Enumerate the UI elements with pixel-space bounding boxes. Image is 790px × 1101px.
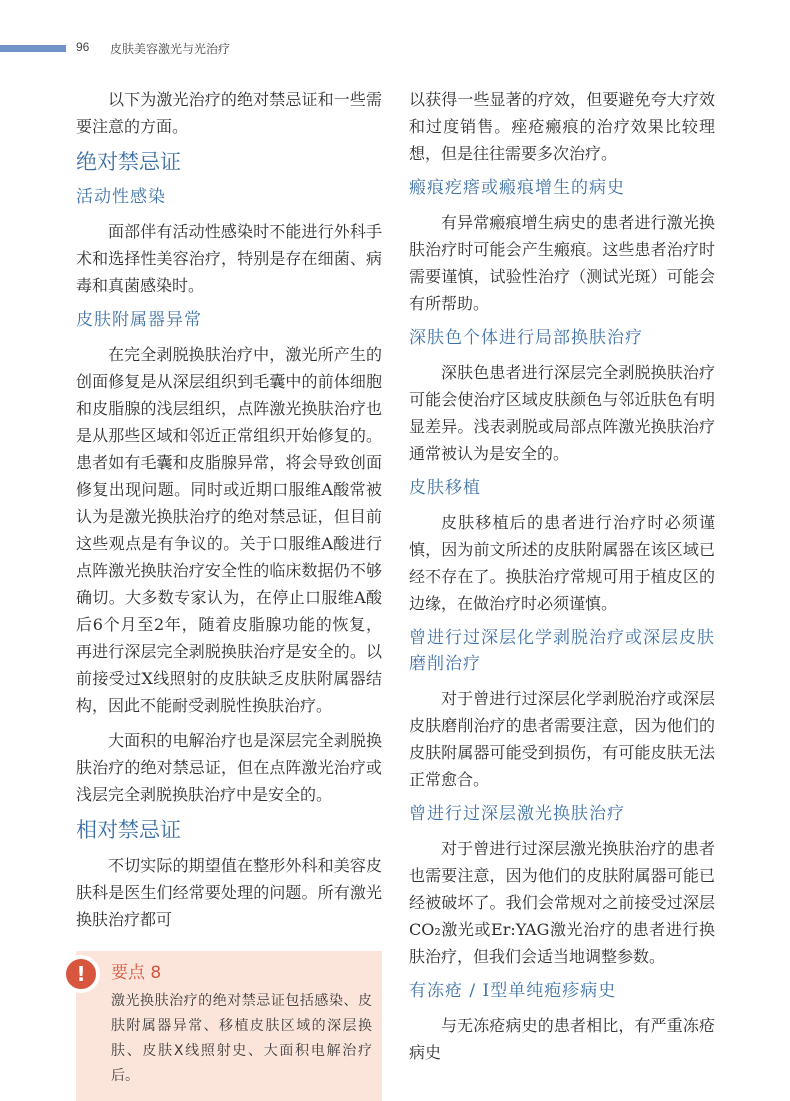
page-number: 96 — [76, 40, 90, 54]
paragraph-relative: 不切实际的期望值在整形外科和美容皮肤科是医生们经常要处理的问题。所有激光换肤治疗都可 — [76, 856, 382, 929]
exclamation-icon: ! — [62, 955, 100, 993]
heading-deep-peel: 曾进行过深层化学剥脱治疗或深层皮肤磨削治疗 — [409, 628, 715, 674]
paragraph-deep-laser: 对于曾进行过深层激光换肤治疗的患者也需要注意，因为他们的皮肤附属器可能已经被破坏了。我们会常规对之前接受过深层CO₂激光或Er:YAG激光治疗的患者进行换肤治疗，但我们会适当地调整参数。 — [409, 839, 715, 966]
running-title: 皮肤美容激光与光治疗 — [110, 42, 231, 56]
heading-herpes: 有冻疮 / Ⅰ型单纯疱疹病史 — [409, 981, 617, 1001]
heading-skin-graft: 皮肤移植 — [409, 478, 481, 498]
paragraph-active-infection: 面部伴有活动性感染时不能进行外科手术和选择性美容治疗，特别是存在细菌、病毒和真菌感染时。 — [76, 222, 382, 295]
keypoint-title: 要点 8 — [111, 963, 162, 983]
heading-relative-contraindications: 相对禁忌证 — [76, 818, 181, 842]
intro-paragraph: 以下为激光治疗的绝对禁忌证和一些需要注意的方面。 — [76, 90, 382, 136]
heading-keloid: 瘢痕疙瘩或瘢痕增生的病史 — [409, 178, 625, 198]
paragraph-dark-skin: 深肤色患者进行深层完全剥脱换肤治疗可能会使治疗区域皮肤颜色与邻近肤色有明显差异。浅表剥脱或局部点阵激光换肤治疗通常被认为是安全的。 — [409, 363, 715, 463]
paragraph-appendage-abnormality: 在完全剥脱换肤治疗中，激光所产生的创面修复是从深层组织到毛囊中的前体细胞和皮脂腺的浅层组织，点阵激光换肤治疗也是从那些区域和邻近正常组织开始修复的。患者如有毛囊和皮脂腺异常，将会导致创面修复出现问题。同时或近期口服维A酸常被认为是激光换肤治疗的绝对禁忌证，但目前这些观点是有争议的。关于口服维A酸进行点阵激光换肤治疗安全性的临床数据仍不够确切。大多数专家认为，在停止口服维A酸后6个月至2年，随着皮脂腺功能的恢复，再进行深层完全剥脱换肤治疗是安全的。以前接受过X线照射的皮肤缺乏皮肤附属器结构，因此不能耐受剥脱性换肤治疗。 — [76, 345, 382, 715]
paragraph-electrolysis: 大面积的电解治疗也是深层完全剥脱换肤治疗的绝对禁忌证，但在点阵激光治疗或浅层完全剥脱换肤治疗中是安全的。 — [76, 731, 382, 804]
heading-deep-laser: 曾进行过深层激光换肤治疗 — [409, 804, 625, 824]
keypoint-text: 激光换肤治疗的绝对禁忌证包括感染、皮肤附属器异常、移植皮肤区域的深层换肤、皮肤X线照射史、大面积电解治疗后。 — [111, 993, 372, 1084]
paragraph-skin-graft: 皮肤移植后的患者进行治疗时必须谨慎，因为前文所述的皮肤附属器在该区域已经不存在了。换肤治疗常规可用于植皮区的边缘，在做治疗时必须谨慎。 — [409, 513, 715, 613]
heading-dark-skin: 深肤色个体进行局部换肤治疗 — [409, 328, 643, 348]
paragraph-relative-continued: 以获得一些显著的疗效，但要避免夸大疗效和过度销售。痤疮瘢痕的治疗效果比较理想，但是往往需要多次治疗。 — [409, 90, 715, 163]
heading-absolute-contraindications: 绝对禁忌证 — [76, 150, 181, 174]
heading-active-infection: 活动性感染 — [76, 187, 166, 207]
left-column — [76, 86, 382, 1101]
paragraph-deep-peel: 对于曾进行过深层化学剥脱治疗或深层皮肤磨削治疗的患者需要注意，因为他们的皮肤附属器可能受到损伤，有可能皮肤无法正常愈合。 — [409, 689, 715, 789]
header-accent-bar — [0, 45, 66, 52]
keypoint-box — [76, 951, 382, 1101]
paragraph-herpes: 与无冻疮病史的患者相比，有严重冻疮病史 — [409, 1016, 715, 1062]
right-column — [409, 86, 715, 1074]
paragraph-keloid: 有异常瘢痕增生病史的患者进行激光换肤治疗时可能会产生瘢痕。这些患者治疗时需要谨慎，试验性治疗（测试光斑）可能会有所帮助。 — [409, 213, 715, 313]
heading-appendage-abnormality: 皮肤附属器异常 — [76, 310, 202, 330]
